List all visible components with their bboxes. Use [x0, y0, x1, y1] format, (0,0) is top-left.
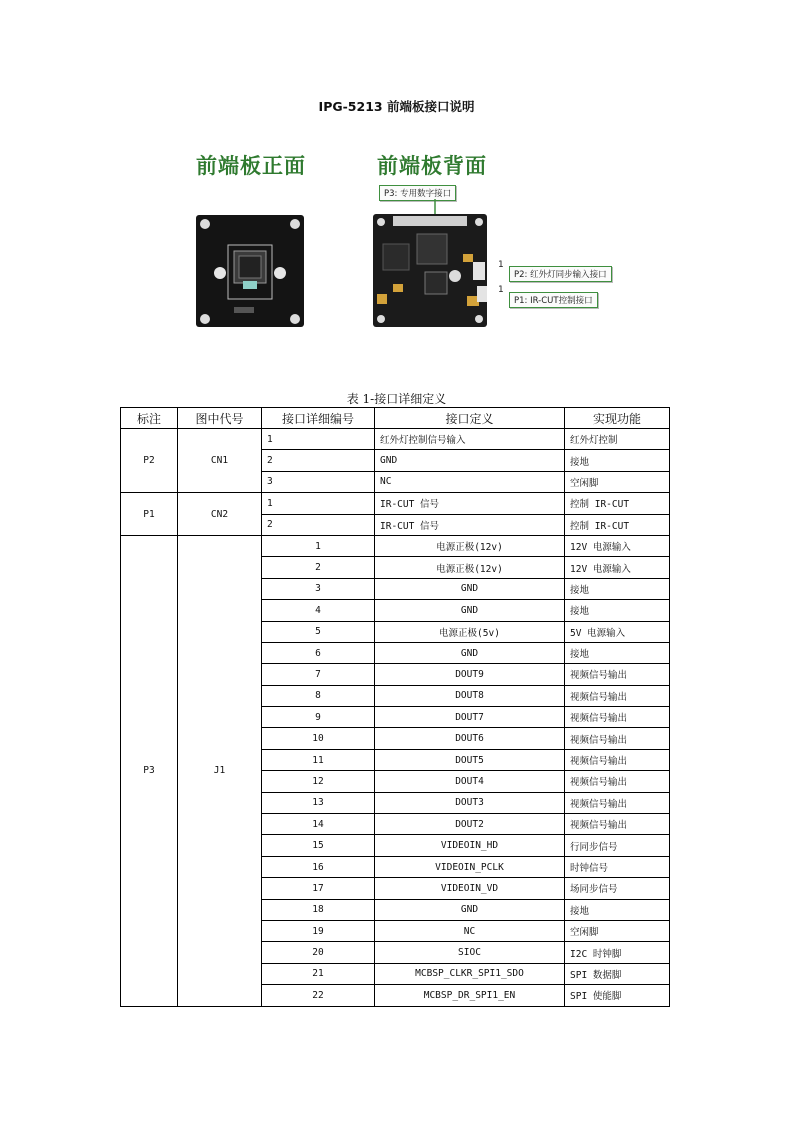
pin-definition: DOUT2 — [375, 814, 565, 835]
pin-number: 15 — [262, 835, 375, 856]
pin-number: 18 — [262, 899, 375, 920]
front-board-heading: 前端板正面 — [196, 153, 306, 178]
pin-definition: NC — [375, 920, 565, 941]
pin-definition: VIDEOIN_PCLK — [375, 856, 565, 877]
p2-callout: P2: 红外灯同步输入接口 — [509, 266, 612, 282]
pin-function: 12V 电源输入 — [565, 557, 670, 578]
pin-function: 视频信号输出 — [565, 814, 670, 835]
pin-number: 13 — [262, 792, 375, 813]
back-board-photo — [373, 214, 487, 327]
pin-number: 17 — [262, 878, 375, 899]
table-row — [121, 493, 670, 514]
pin-function: 视频信号输出 — [565, 728, 670, 749]
pin-function: 接地 — [565, 600, 670, 621]
pin-function: 视频信号输出 — [565, 749, 670, 770]
pin-function: 场同步信号 — [565, 878, 670, 899]
front-board-drawing — [196, 215, 304, 327]
pin-function: 接地 — [565, 450, 670, 471]
pin-definition: DOUT4 — [375, 771, 565, 792]
pin-function: 接地 — [565, 899, 670, 920]
pin-definition: DOUT5 — [375, 749, 565, 770]
pin-definition: DOUT8 — [375, 685, 565, 706]
pin-function: I2C 时钟脚 — [565, 942, 670, 963]
group-label: P1 — [121, 493, 178, 536]
header-label: 标注 — [121, 408, 178, 429]
group-code: CN1 — [178, 429, 262, 493]
pin-function: 视频信号输出 — [565, 685, 670, 706]
interface-definition-table — [120, 407, 670, 1007]
pin-definition: VIDEOIN_VD — [375, 878, 565, 899]
pin-function: 5V 电源输入 — [565, 621, 670, 642]
pin-function: 红外灯控制 — [565, 429, 670, 450]
pin-definition: DOUT6 — [375, 728, 565, 749]
pin-number: 14 — [262, 814, 375, 835]
back-board-drawing — [373, 214, 487, 327]
pin-function: 接地 — [565, 642, 670, 663]
group-label: P3 — [121, 535, 178, 1006]
pin-definition: DOUT9 — [375, 664, 565, 685]
header-pin-number: 接口详细编号 — [262, 408, 375, 429]
pin-function: 接地 — [565, 578, 670, 599]
pin-number: 11 — [262, 749, 375, 770]
group-code: J1 — [178, 535, 262, 1006]
pin-definition: SIOC — [375, 942, 565, 963]
pin-function: SPI 数据脚 — [565, 963, 670, 984]
pin-function: 12V 电源输入 — [565, 535, 670, 556]
table-row — [121, 535, 670, 556]
back-board-heading: 前端板背面 — [377, 153, 487, 178]
pin-number: 19 — [262, 920, 375, 941]
pin-definition: DOUT7 — [375, 707, 565, 728]
pin-number: 4 — [262, 600, 375, 621]
pin-number: 16 — [262, 856, 375, 877]
pin-number: 10 — [262, 728, 375, 749]
pin-number: 12 — [262, 771, 375, 792]
pin-number: 22 — [262, 985, 375, 1006]
pin-definition: GND — [375, 600, 565, 621]
p3-callout: P3: 专用数字接口 — [379, 185, 456, 201]
pin-number: 9 — [262, 707, 375, 728]
pin-function: 视频信号输出 — [565, 792, 670, 813]
table-row — [121, 429, 670, 450]
pin-definition: 电源正极(12v) — [375, 535, 565, 556]
pin-definition: GND — [375, 642, 565, 663]
pin-number: 2 — [262, 557, 375, 578]
group-code: CN2 — [178, 493, 262, 536]
pin-definition: GND — [375, 578, 565, 599]
pin-function: 控制 IR-CUT — [565, 493, 670, 514]
pin-number: 6 — [262, 642, 375, 663]
pin-number: 1 — [262, 493, 375, 514]
pin-function: 行同步信号 — [565, 835, 670, 856]
pin-definition: GND — [375, 450, 565, 471]
header-function: 实现功能 — [565, 408, 670, 429]
front-board-photo — [196, 215, 304, 327]
pin-function: 时钟信号 — [565, 856, 670, 877]
p2-pin-number: 1 — [498, 260, 504, 270]
header-definition: 接口定义 — [375, 408, 565, 429]
pin-number: 21 — [262, 963, 375, 984]
document-title: IPG-5213 前端板接口说明 — [318, 99, 475, 114]
pin-definition: MCBSP_DR_SPI1_EN — [375, 985, 565, 1006]
pin-function: 控制 IR-CUT — [565, 514, 670, 535]
pin-function: 空闲脚 — [565, 471, 670, 492]
pin-number: 1 — [262, 429, 375, 450]
pin-number: 2 — [262, 450, 375, 471]
pin-definition: NC — [375, 471, 565, 492]
pin-definition: IR-CUT 信号 — [375, 514, 565, 535]
group-label: P2 — [121, 429, 178, 493]
pin-definition: MCBSP_CLKR_SPI1_SDO — [375, 963, 565, 984]
header-code: 图中代号 — [178, 408, 262, 429]
table-caption: 表 1-接口详细定义 — [346, 392, 447, 406]
pin-number: 7 — [262, 664, 375, 685]
pin-definition: 红外灯控制信号输入 — [375, 429, 565, 450]
pin-function: 视频信号输出 — [565, 664, 670, 685]
pin-definition: DOUT3 — [375, 792, 565, 813]
pin-number: 1 — [262, 535, 375, 556]
pin-number: 3 — [262, 578, 375, 599]
pin-definition: GND — [375, 899, 565, 920]
pin-definition: VIDEOIN_HD — [375, 835, 565, 856]
p1-callout: P1: IR-CUT控制接口 — [509, 292, 598, 308]
pin-function: 视频信号输出 — [565, 771, 670, 792]
pin-number: 20 — [262, 942, 375, 963]
pin-function: SPI 使能脚 — [565, 985, 670, 1006]
pin-number: 3 — [262, 471, 375, 492]
pin-function: 视频信号输出 — [565, 707, 670, 728]
pin-number: 8 — [262, 685, 375, 706]
pin-definition: 电源正极(12v) — [375, 557, 565, 578]
p1-pin-number: 1 — [498, 285, 504, 295]
table-header-row — [121, 408, 670, 429]
p3-leader-line — [430, 199, 440, 215]
pin-function: 空闲脚 — [565, 920, 670, 941]
pin-number: 5 — [262, 621, 375, 642]
pin-definition: IR-CUT 信号 — [375, 493, 565, 514]
pin-definition: 电源正极(5v) — [375, 621, 565, 642]
pin-number: 2 — [262, 514, 375, 535]
